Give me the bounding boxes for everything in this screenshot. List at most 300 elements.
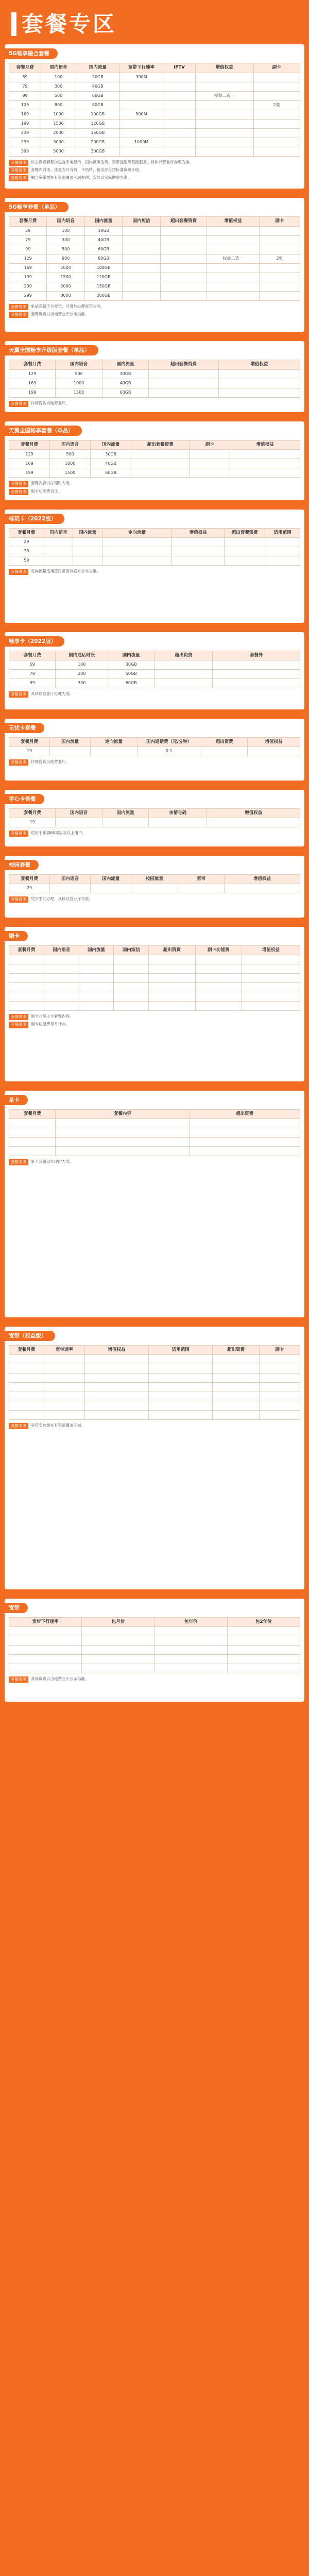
table-cell xyxy=(265,538,300,547)
table-cell xyxy=(163,147,195,156)
table-cell: 129 xyxy=(9,369,56,379)
table-cell xyxy=(259,1411,300,1420)
table-row xyxy=(9,1128,300,1138)
table-row xyxy=(9,147,300,156)
table-cell xyxy=(195,82,253,91)
table-cell xyxy=(44,556,73,566)
package-section xyxy=(5,198,304,332)
column-header: 增值权益 xyxy=(225,874,300,884)
table-cell xyxy=(195,128,253,138)
column-header: 宽带下行速率 xyxy=(119,63,163,73)
table-cell: 59 xyxy=(9,73,41,82)
table-cell xyxy=(178,884,224,893)
table-cell xyxy=(79,974,114,983)
table-cell xyxy=(218,379,300,388)
table-cell xyxy=(119,119,163,128)
package-table xyxy=(9,440,300,478)
table-cell xyxy=(84,1383,148,1392)
section-title: 天翼全国畅享套餐（单品） xyxy=(5,426,82,436)
table-cell xyxy=(119,91,163,100)
column-header: 国内流量 xyxy=(91,440,131,449)
table-cell xyxy=(9,983,44,992)
note-item xyxy=(9,167,300,174)
column-header: 套餐月费 xyxy=(9,651,56,660)
table-cell xyxy=(242,983,300,992)
table-cell xyxy=(242,955,300,964)
table-row xyxy=(9,110,300,119)
note-item xyxy=(9,831,300,837)
table-cell: 40GB xyxy=(84,235,122,245)
table-cell: 169 xyxy=(9,110,41,119)
column-header: 套餐月费 xyxy=(9,737,50,747)
table-cell xyxy=(259,282,300,291)
column-header: 超出套餐资费 xyxy=(160,217,207,226)
column-header: 包月价 xyxy=(82,1617,154,1626)
package-table xyxy=(9,808,300,827)
table-cell xyxy=(73,547,102,556)
column-header: 国内流量 xyxy=(102,808,148,818)
table-row xyxy=(9,1138,300,1147)
table-cell xyxy=(84,1374,148,1383)
table-cell xyxy=(44,1401,84,1411)
section-notes xyxy=(9,1676,300,1683)
table-cell xyxy=(9,1138,56,1147)
table-cell: 150GB xyxy=(84,282,122,291)
table-cell xyxy=(44,1383,84,1392)
table-cell xyxy=(50,747,91,756)
table-cell xyxy=(44,955,79,964)
table-cell xyxy=(160,282,207,291)
table-cell: 30GB xyxy=(108,660,154,670)
column-header: 亲情号码 xyxy=(149,808,207,818)
column-header: 国内短信 xyxy=(123,217,160,226)
table-header-row xyxy=(9,440,300,449)
column-header: 增值权益 xyxy=(195,63,253,73)
table-cell xyxy=(242,964,300,974)
table-cell xyxy=(44,1411,84,1420)
column-header: 增值权益 xyxy=(207,808,300,818)
note-text: 套餐内通话、流量当月有效，不结转，超出部分按标准资费计收。 xyxy=(31,167,143,172)
table-cell xyxy=(160,245,207,254)
table-cell xyxy=(213,679,300,688)
table-cell: 300GB xyxy=(76,147,119,156)
table-cell xyxy=(44,1364,84,1374)
package-section xyxy=(5,927,304,1081)
table-cell xyxy=(79,955,114,964)
table-cell xyxy=(114,974,149,983)
table-cell xyxy=(79,983,114,992)
column-header: 国内通话费（元/分钟） xyxy=(137,737,201,747)
table-cell xyxy=(131,450,190,459)
column-header: 国内语音 xyxy=(50,440,91,449)
table-row xyxy=(9,282,300,291)
package-section xyxy=(5,510,304,623)
table-cell xyxy=(114,955,149,964)
section-title: 孝心卡套餐 xyxy=(5,794,44,804)
table-cell xyxy=(9,955,44,964)
package-table xyxy=(9,360,300,397)
table-cell xyxy=(9,1664,82,1673)
note-item xyxy=(9,1676,300,1683)
table-cell: 399 xyxy=(9,147,41,156)
table-cell xyxy=(213,1355,259,1364)
table-row xyxy=(9,1147,300,1156)
table-cell: 79 xyxy=(9,235,47,245)
table-cell: 2张 xyxy=(253,100,300,110)
table-cell xyxy=(213,1364,259,1374)
table-cell xyxy=(190,450,230,459)
note-label: 套餐说明 xyxy=(9,175,28,181)
table-row xyxy=(9,82,300,91)
column-header: 套餐月费 xyxy=(9,63,41,73)
table-cell xyxy=(195,1002,242,1011)
table-cell xyxy=(56,1128,190,1138)
column-header: 国内语音 xyxy=(50,874,91,884)
column-header: IPTV xyxy=(163,63,195,73)
table-cell: 1000M xyxy=(119,138,163,147)
note-item xyxy=(9,489,300,495)
table-cell: 60GB xyxy=(84,245,122,254)
table-cell: 200GB xyxy=(76,138,119,147)
column-header: 增值权益 xyxy=(230,440,300,449)
table-cell xyxy=(9,1655,82,1664)
table-cell: 100GB xyxy=(76,110,119,119)
table-cell: 199 xyxy=(9,119,41,128)
table-cell: 40GB xyxy=(91,459,131,468)
note-text: 单品套餐不含宽带，可叠加办理宽带业务。 xyxy=(31,303,105,309)
column-header: 副卡 xyxy=(190,440,230,449)
table-cell xyxy=(154,660,213,670)
table-row xyxy=(9,291,300,300)
table-cell: 99 xyxy=(9,91,41,100)
table-cell xyxy=(207,245,260,254)
table-cell xyxy=(227,1664,300,1673)
table-cell: 40GB xyxy=(102,379,148,388)
table-cell xyxy=(259,1383,300,1392)
table-cell: 59 xyxy=(9,556,44,566)
table-cell xyxy=(172,547,225,556)
note-text: 详情咨询当地营业厅。 xyxy=(31,400,70,405)
package-section xyxy=(5,790,304,846)
table-cell xyxy=(149,1355,213,1364)
table-cell xyxy=(253,138,300,147)
note-text: 星卡套餐以办理时为准。 xyxy=(31,1159,74,1164)
note-item xyxy=(9,691,300,698)
table-cell xyxy=(44,1355,84,1364)
table-cell xyxy=(230,468,300,478)
table-cell xyxy=(149,955,195,964)
section-notes xyxy=(9,481,300,495)
table-row xyxy=(9,379,300,388)
table-cell xyxy=(149,818,207,827)
table-header-row xyxy=(9,528,300,537)
table-cell xyxy=(50,884,91,893)
table-cell: 50GB xyxy=(108,670,154,679)
table-cell xyxy=(160,273,207,282)
column-header: 国内流量 xyxy=(73,528,102,537)
column-header: 国内语音 xyxy=(44,528,73,537)
table-header-row xyxy=(9,1617,300,1626)
section-title: 畅玩卡（2022版） xyxy=(5,514,64,524)
table-cell xyxy=(154,679,213,688)
table-row xyxy=(9,556,300,566)
table-cell: 权益二选一 xyxy=(195,91,253,100)
note-item xyxy=(9,1159,300,1165)
table-cell xyxy=(213,1401,259,1411)
column-header: 国内流量 xyxy=(79,945,114,955)
table-cell xyxy=(149,983,195,992)
table-cell xyxy=(123,263,160,273)
table-cell: 300M xyxy=(119,73,163,82)
table-cell xyxy=(119,147,163,156)
table-cell: 99 xyxy=(9,679,56,688)
column-header: 超出套餐资费 xyxy=(225,528,265,537)
package-section xyxy=(5,856,304,918)
table-cell xyxy=(163,138,195,147)
table-cell: 199 xyxy=(9,468,50,478)
table-cell: 30GB xyxy=(84,226,122,235)
table-cell xyxy=(84,1411,148,1420)
note-text: 详情咨询当地营业厅。 xyxy=(31,759,70,765)
table-cell xyxy=(195,955,242,964)
table-row xyxy=(9,1002,300,1011)
table-row xyxy=(9,388,300,397)
table-cell xyxy=(227,1655,300,1664)
table-cell: 79 xyxy=(9,82,41,91)
table-cell xyxy=(44,983,79,992)
table-cell xyxy=(84,1392,148,1401)
table-cell xyxy=(91,747,137,756)
table-cell: 40GB xyxy=(76,82,119,91)
sections-container xyxy=(0,44,309,1702)
note-text: 以上资费套餐均包含来电显示、国内被叫免费、宽带提速等基础服务，具体以营业厅办理为准。 xyxy=(31,159,193,164)
table-cell: 200GB xyxy=(84,291,122,300)
banner-accent-bar xyxy=(11,12,16,36)
column-header: 宽带下行速率 xyxy=(9,1617,82,1626)
table-cell xyxy=(227,1646,300,1655)
table-cell xyxy=(82,1636,154,1646)
table-cell xyxy=(131,459,190,468)
table-cell xyxy=(227,1636,300,1646)
table-cell xyxy=(123,235,160,245)
table-cell xyxy=(190,1138,300,1147)
table-cell xyxy=(123,226,160,235)
table-cell: 100 xyxy=(56,660,108,670)
table-row xyxy=(9,1364,300,1374)
column-header: 超出资费 xyxy=(213,1345,259,1354)
table-cell xyxy=(253,110,300,119)
table-cell xyxy=(163,119,195,128)
section-notes xyxy=(9,304,300,318)
table-cell xyxy=(225,538,265,547)
table-cell: 169 xyxy=(9,263,47,273)
table-header-row xyxy=(9,874,300,884)
column-header: 国内流量 xyxy=(108,651,154,660)
table-cell xyxy=(163,82,195,91)
table-row xyxy=(9,245,300,254)
table-cell: 300 xyxy=(41,82,76,91)
table-cell xyxy=(102,538,172,547)
package-section xyxy=(5,421,304,500)
table-cell xyxy=(82,1664,154,1673)
table-cell: 80GB xyxy=(76,100,119,110)
table-header-row xyxy=(9,217,300,226)
section-notes xyxy=(9,759,300,766)
column-header: 国内流量 xyxy=(84,217,122,226)
package-table xyxy=(9,651,300,688)
column-header: 副卡 xyxy=(259,217,300,226)
column-header: 套餐月费 xyxy=(9,808,56,818)
table-cell xyxy=(195,73,253,82)
table-cell xyxy=(207,818,300,827)
table-cell xyxy=(9,964,44,974)
table-cell: 60GB xyxy=(91,468,131,478)
table-row xyxy=(9,1374,300,1383)
note-text: 副卡功能费另计。 xyxy=(31,488,62,494)
section-title: 校园套餐 xyxy=(5,860,39,870)
table-header-row xyxy=(9,360,300,369)
column-header: 套餐月费 xyxy=(9,1345,44,1354)
note-label: 套餐说明 xyxy=(9,691,28,698)
table-cell xyxy=(91,884,131,893)
table-cell xyxy=(195,119,253,128)
table-cell xyxy=(9,1646,82,1655)
table-cell xyxy=(119,100,163,110)
table-cell: 299 xyxy=(9,138,41,147)
table-row xyxy=(9,884,300,893)
table-row xyxy=(9,450,300,459)
table-row xyxy=(9,747,300,756)
table-cell: 1500 xyxy=(56,388,102,397)
table-cell: 3000 xyxy=(47,291,84,300)
note-item xyxy=(9,1022,300,1028)
table-cell: 80GB xyxy=(84,254,122,263)
table-cell: 129 xyxy=(9,100,41,110)
table-cell xyxy=(163,91,195,100)
table-cell xyxy=(213,670,300,679)
table-cell xyxy=(44,1374,84,1383)
note-label: 套餐说明 xyxy=(9,1423,28,1429)
table-cell xyxy=(9,1636,82,1646)
table-cell xyxy=(149,964,195,974)
note-text: 具体资费以当地营业厅公示为准。 xyxy=(31,1676,89,1682)
column-header: 宽带 xyxy=(178,874,224,884)
column-header: 超出资费 xyxy=(154,651,213,660)
note-item xyxy=(9,1014,300,1020)
table-cell: 29 xyxy=(9,884,50,893)
table-cell xyxy=(9,1002,44,1011)
table-row xyxy=(9,73,300,82)
table-cell xyxy=(253,91,300,100)
table-row xyxy=(9,1392,300,1401)
section-notes xyxy=(9,569,300,575)
note-text: 副卡功能费每月计收。 xyxy=(31,1022,70,1027)
section-title: 副卡 xyxy=(5,931,28,941)
table-cell xyxy=(56,1147,190,1156)
note-label: 套餐说明 xyxy=(9,759,28,766)
table-row xyxy=(9,1636,300,1646)
note-label: 套餐说明 xyxy=(9,481,28,487)
column-header: 宽带速率 xyxy=(44,1345,84,1354)
column-header: 增值权益 xyxy=(207,217,260,226)
table-cell: 120GB xyxy=(76,119,119,128)
table-cell: 100 xyxy=(47,226,84,235)
table-cell xyxy=(149,974,195,983)
table-row xyxy=(9,1664,300,1673)
table-cell xyxy=(9,1119,56,1128)
table-cell: 239 xyxy=(9,282,47,291)
table-header-row xyxy=(9,808,300,818)
column-header: 国内语音 xyxy=(56,808,102,818)
section-notes xyxy=(9,1423,300,1429)
table-cell xyxy=(44,974,79,983)
table-cell xyxy=(123,273,160,282)
column-header: 适用范围 xyxy=(149,1345,213,1354)
column-header: 国内语音 xyxy=(47,217,84,226)
table-cell: 100 xyxy=(41,73,76,82)
table-cell: 1500 xyxy=(47,273,84,282)
table-cell xyxy=(149,1392,213,1401)
table-cell xyxy=(207,273,260,282)
table-cell xyxy=(225,556,265,566)
note-text: 定向流量适用应用范围以官方公布为准。 xyxy=(31,569,100,574)
table-row xyxy=(9,459,300,468)
column-header: 包2年价 xyxy=(227,1617,300,1626)
note-label: 套餐说明 xyxy=(9,160,28,166)
table-cell xyxy=(56,818,102,827)
table-cell xyxy=(149,1383,213,1392)
section-title: 宽带（权益版） xyxy=(5,1331,55,1341)
table-cell xyxy=(114,992,149,1002)
table-row xyxy=(9,983,300,992)
table-cell xyxy=(9,1355,44,1364)
package-table xyxy=(9,945,300,1011)
table-cell xyxy=(160,263,207,273)
table-cell: 60GB xyxy=(102,388,148,397)
table-cell: 500M xyxy=(119,110,163,119)
note-item xyxy=(9,569,300,575)
table-cell xyxy=(259,1364,300,1374)
note-label: 套餐说明 xyxy=(9,896,28,903)
column-header: 国内语音 xyxy=(56,360,102,369)
note-text: 套餐内容以办理时为准。 xyxy=(31,481,74,486)
package-table xyxy=(9,1345,300,1420)
package-section xyxy=(5,1599,304,1702)
table-cell xyxy=(253,128,300,138)
table-cell xyxy=(259,1374,300,1383)
table-cell xyxy=(154,670,213,679)
table-row xyxy=(9,128,300,138)
table-header-row xyxy=(9,63,300,73)
table-cell xyxy=(195,974,242,983)
note-item xyxy=(9,759,300,766)
column-header: 包年价 xyxy=(154,1617,227,1626)
table-cell xyxy=(195,992,242,1002)
table-cell: 30GB xyxy=(102,369,148,379)
section-title: 5G畅享套餐（单品） xyxy=(5,202,68,212)
table-cell xyxy=(253,119,300,128)
column-header: 副卡功能费 xyxy=(195,945,242,955)
table-cell: 200 xyxy=(56,670,108,679)
table-row xyxy=(9,1401,300,1411)
table-cell xyxy=(190,459,230,468)
table-cell xyxy=(195,964,242,974)
table-cell xyxy=(163,128,195,138)
table-cell: 1000 xyxy=(50,459,91,468)
table-cell xyxy=(259,1401,300,1411)
table-cell: 800 xyxy=(41,100,76,110)
table-row xyxy=(9,955,300,964)
